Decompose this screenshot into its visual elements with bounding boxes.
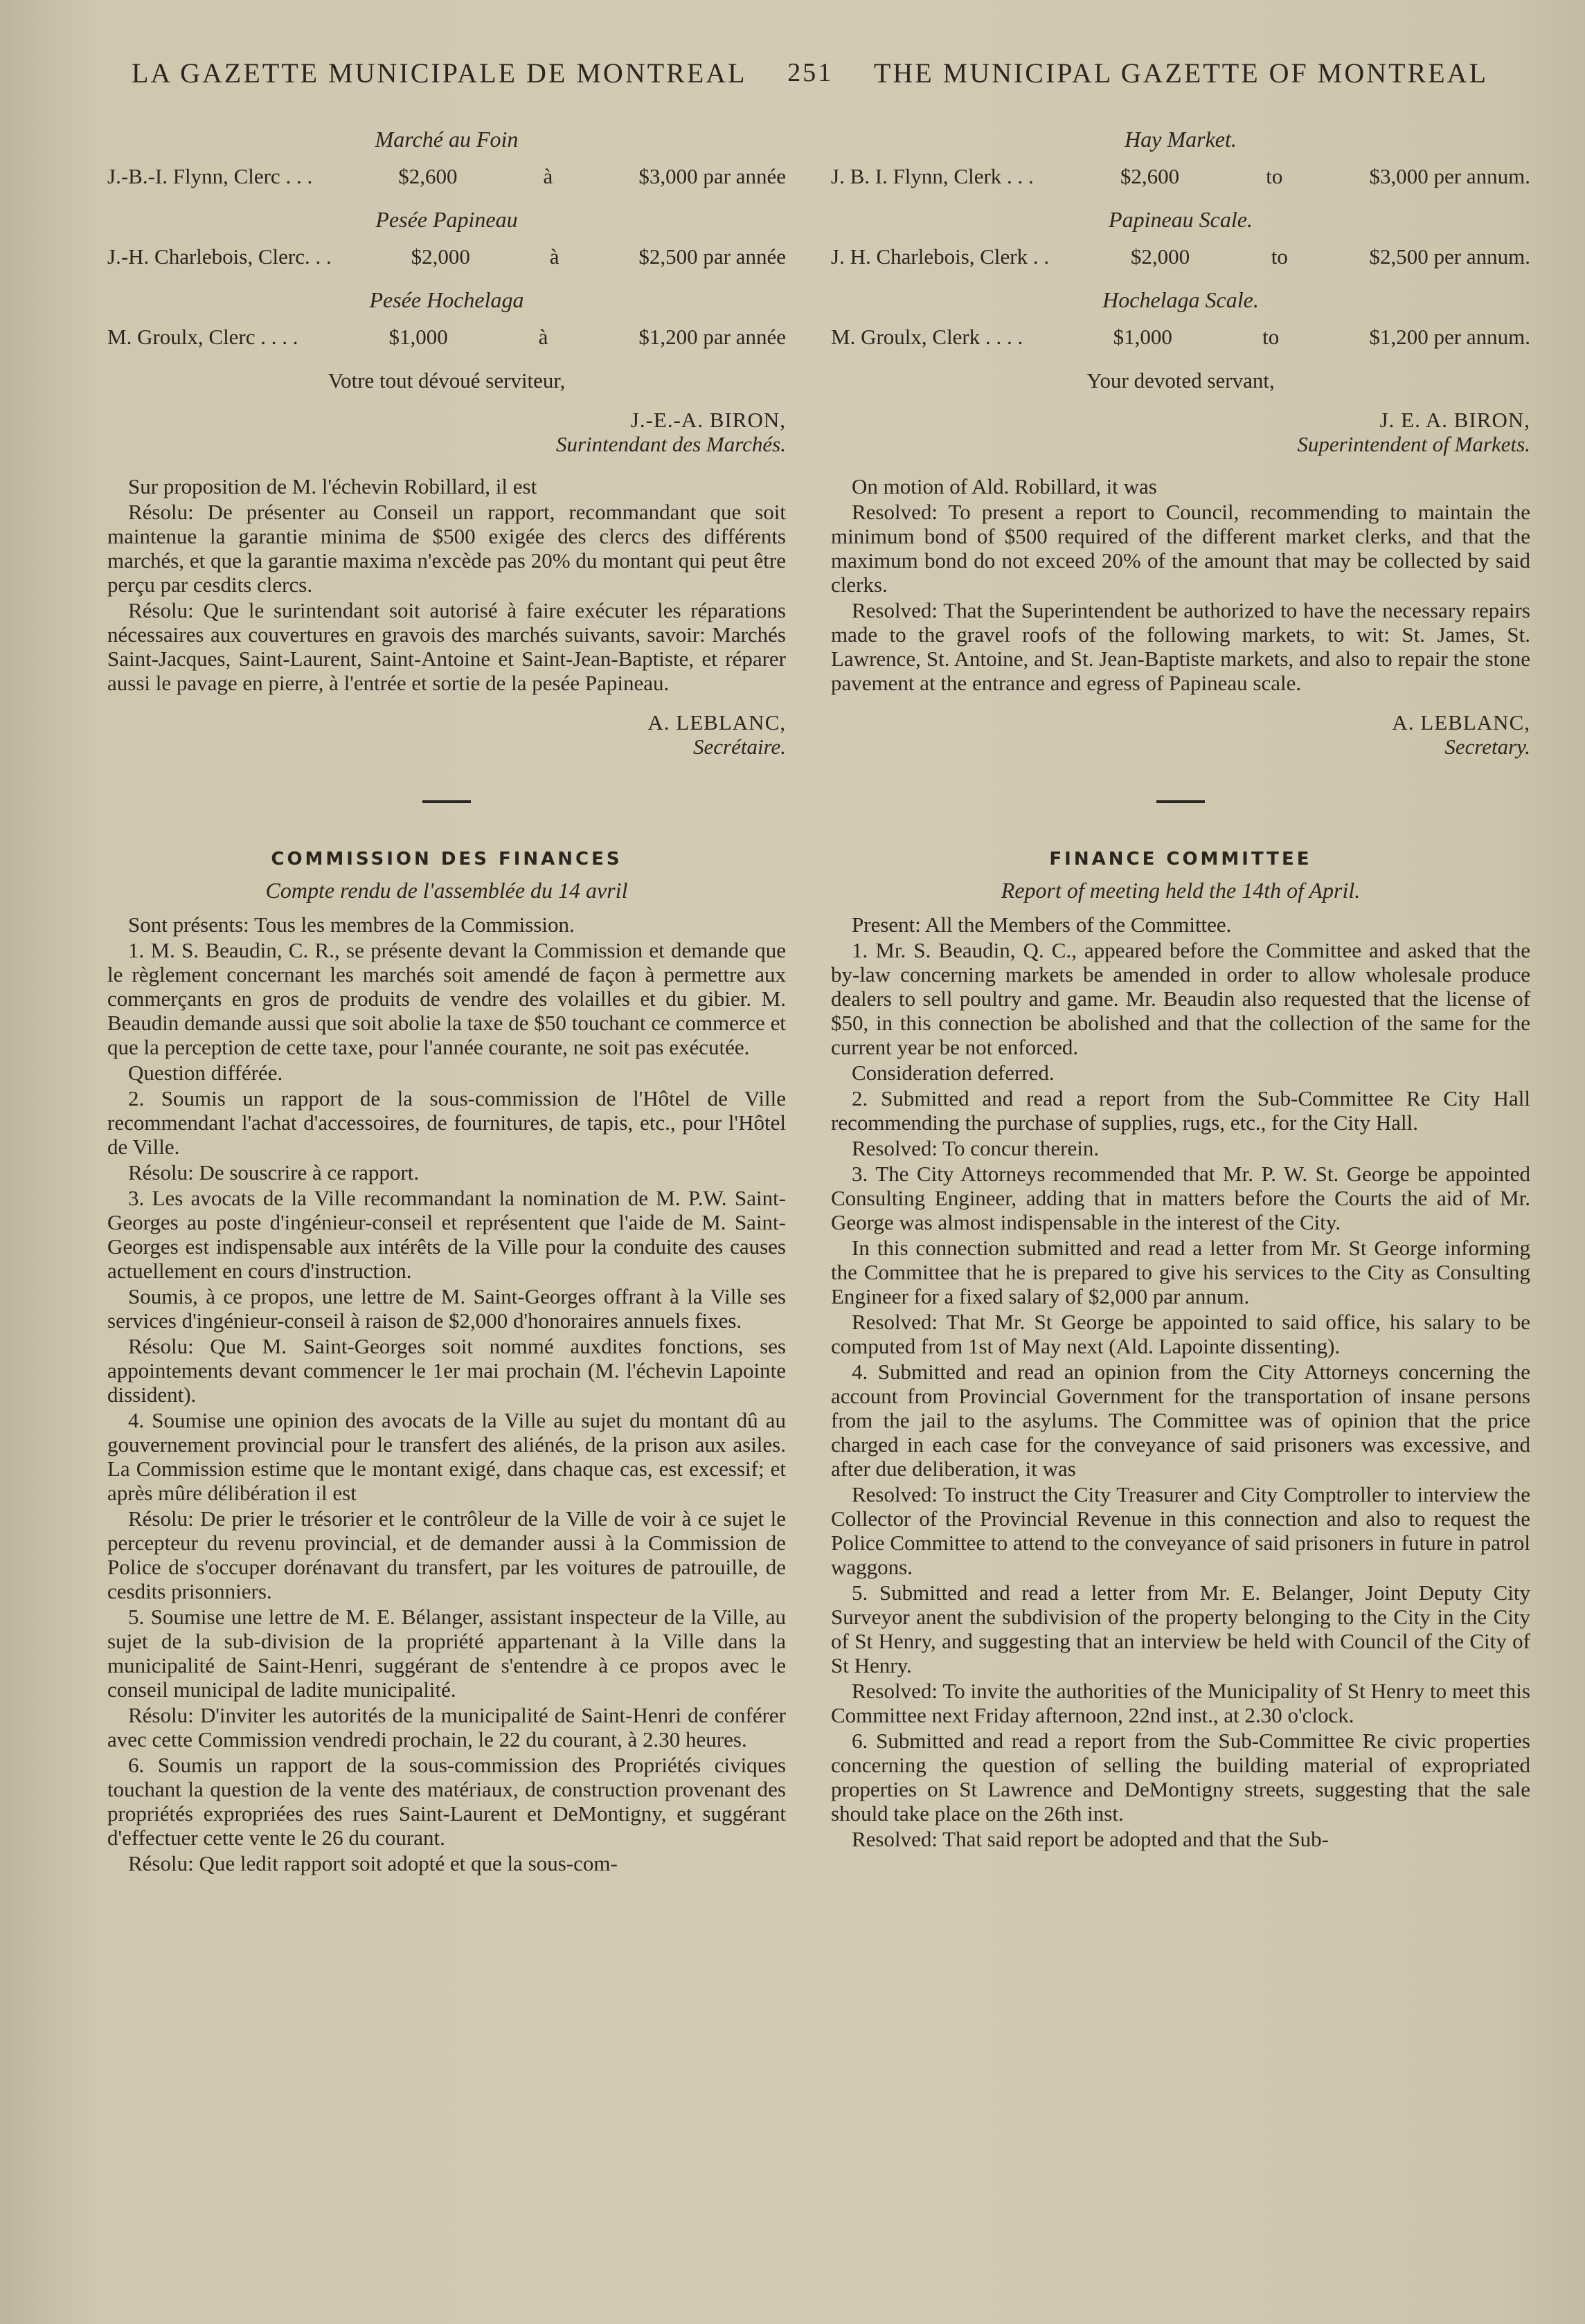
minutes-paragraph: Consideration deferred. [852,1061,1055,1085]
salary-separator: à [549,244,559,269]
salary-from: $2,600 [1120,164,1180,188]
minutes-paragraph: 1. Mr. S. Beaudin, Q. C., appeared before the Committee and asked that the by-law concerning markets be amended in order to allow wholesale produce dealers to sell poultry and game. Mr. Beaudin also requested that the license of $50, in this connection be abolished and that the collection of the same for the current year be not enforced. [831,938,1530,1059]
salary-to: $2,500 per annum. [1369,244,1530,269]
minutes-paragraph: 5. Soumise une lettre de M. E. Bélanger, assistant inspecteur de la Ville, au sujet de la sub-division de la propriété appartenant à la Ville dans la municipalité de Saint-Henri, suggérant de s'entendre à ce propos avec le conseil municipal de ladite municipalité. [107,1605,786,1702]
minutes-paragraph: 2. Soumis un rapport de la sous-commission de l'Hôtel de Ville recommendant l'achat d'accessoires, de fournitures, de tapis, etc., pour l'Hôtel de Ville. [107,1086,786,1159]
motion-paragraph: Résolu: Que le surintendant soit autorisé à faire exécuter les réparations nécessaires aux couvertures en gravois des marchés suivants, savoir: Marchés Saint-Jacques, Saint-Laurent, Saint-Antoine et Saint-Jean-Baptiste, et réparer aussi le pavage en pierre, à l'entrée et sortie de la pesée Papineau. [107,598,786,695]
minutes-paragraph: Résolu: De souscrire à ce rapport. [128,1160,420,1184]
minutes-paragraph: Résolu: Que ledit rapport soit adopté et que la sous-com- [128,1851,618,1875]
salary-row [831,325,1530,349]
salary-to: $2,500 par année [638,244,786,269]
signer-title: Surintendant des Marchés. [555,432,786,456]
signer-name: J.-E.-A. BIRON, [630,408,786,432]
secretary-name: A. LEBLANC, [647,710,786,735]
minutes-paragraph: 3. The City Attorneys recommended that Mr. P. W. St. George be appointed Consulting Engineer, adding that in matters before the Courts the aid of Mr. George was almost indispensable in the interest of the City. [831,1162,1530,1234]
minutes-paragraph: Résolu: De prier le trésorier et le contrôleur de la Ville de voir à ce sujet le percepteur du revenu provincial, et de demander aussi à la Commission de Police de s'occuper dorénavant du transfert, par les voitures de patrouille, de cesdits prisonniers. [107,1506,786,1603]
clerk-name: J. H. Charlebois, Clerk . . [831,244,1050,269]
signer-name: J. E. A. BIRON, [1379,408,1530,432]
clerk-name: J. B. I. Flynn, Clerk . . . [831,164,1034,188]
salary-to: $1,200 par année [638,325,786,349]
minutes-paragraph: Soumis, à ce propos, une lettre de M. Saint-Georges offrant à la Ville ses services d'ingénieur-conseil à raison de $2,000 d'honoraires annuels fixes. [107,1284,786,1333]
minutes-paragraph: 3. Les avocats de la Ville recommandant la nomination de M. P.W. Saint-Georges au poste d'ingénieur-conseil et représentent que l'aide de M. Saint-Georges est indispensable aux intérêts de la Ville pour la conduite des causes actuellement en cours d'instruction. [107,1186,786,1283]
minutes-paragraph: Resolved: That Mr. St George be appointed to said office, his salary to be computed from 1st of May next (Ald. Lapointe dissenting). [831,1310,1530,1358]
clerk-name: J.-H. Charlebois, Clerc. . . [107,244,332,269]
salary-separator: to [1271,244,1288,269]
clerk-name: J.-B.-I. Flynn, Clerc . . . [107,164,313,188]
salary-separator: to [1262,325,1280,349]
salary-separator: to [1266,164,1283,188]
minutes-paragraph: Question différée. [128,1061,283,1085]
minutes-paragraph: 6. Soumis un rapport de la sous-commission des Propriétés civiques touchant la question de la vente des matériaux, de construction provenant des propriétés expropriées des rues Saint-Laurent et DeMontigny, et suggérant d'effectuer cette vente le 26 du courant. [107,1753,786,1850]
section-divider [422,800,471,803]
secretary-name: A. LEBLANC, [1392,710,1530,735]
motion-paragraph: On motion of Ald. Robillard, it was [852,474,1157,498]
salary-from: $1,000 [1113,325,1172,349]
market-heading: Pesée Hochelaga [369,287,524,312]
minutes-paragraph: In this connection submitted and read a letter from Mr. St George informing the Committee that he is prepared to give his services to the City as Consulting Engineer for a fixed salary of $2,000 par annum. [831,1236,1530,1308]
committee-title: COMMISSION DES FINANCES [271,849,623,870]
minutes-paragraph: 5. Submitted and read a letter from Mr. E. Belanger, Joint Deputy City Surveyor anent the subdivision of the property belonging to the City in the City of St Henry, and suggesting that an interview be held with Council of the City of St Henry. [831,1580,1530,1677]
page-number: 251 [787,58,834,87]
committee-title: FINANCE COMMITTEE [1049,849,1312,870]
market-heading: Hochelaga Scale. [1102,287,1259,312]
minutes-paragraph: 4. Submitted and read an opinion from the City Attorneys concerning the account from Provincial Government for the transportation of insane persons from the jail to the asylums. The Committee was of opinion that the price charged in each case for the conveyance of said prisoners was excessive, and after due deliberation, it was [831,1360,1530,1481]
salary-row [107,244,786,269]
section-divider [1156,800,1205,803]
salary-from: $2,000 [1130,244,1190,269]
minutes-paragraph: Resolved: That said report be adopted and that the Sub- [852,1827,1329,1851]
minutes-paragraph: Résolu: D'inviter les autorités de la municipalité de Saint-Henri de conférer avec cette Commission vendredi prochain, le 22 du courant, à 2.30 heures. [107,1703,786,1751]
market-heading: Marché au Foin [375,127,519,152]
minutes-paragraph: Resolved: To instruct the City Treasurer and City Comptroller to interview the Collector of the Provincial Revenue in this connection and also to request the Police Committee to attend to the conveyance of said prisoners in future in patrol waggons. [831,1482,1530,1579]
minutes-paragraph: Sont présents: Tous les membres de la Commission. [128,912,575,937]
salary-section [831,127,1530,349]
french-column [107,118,786,1877]
clerk-name: M. Groulx, Clerc . . . . [107,325,298,349]
salary-to: $3,000 par année [638,164,786,188]
salary-row [107,164,786,188]
motion-paragraph: Resolved: That the Superintendent be authorized to have the necessary repairs made to the gravel roofs of the following markets, to wit: St. James, St. Lawrence, St. Antoine, and St. Jean-Baptiste markets, and also to repair the stone pavement at the entrance and egress of Papineau scale. [831,598,1530,695]
secretary-title: Secrétaire. [693,735,786,759]
salary-row [107,325,786,349]
minutes-paragraph: Present: All the Members of the Committee. [852,912,1232,937]
clerk-name: M. Groulx, Clerk . . . . [831,325,1023,349]
header-french-title: LA GAZETTE MUNICIPALE DE MONTREAL [132,57,747,89]
salary-separator: à [543,164,553,188]
market-heading: Pesée Papineau [375,207,518,232]
letter-closing: Your devoted servant, [1086,368,1275,393]
salary-row [831,164,1530,188]
report-subtitle: Report of meeting held the 14th of April. [1001,878,1361,903]
salary-row [831,244,1530,269]
salary-from: $2,000 [411,244,470,269]
minutes-paragraph: Resolved: To invite the authorities of the Municipality of St Henry to meet this Committee next Friday afternoon, 22nd inst., at 2.30 o'clock. [831,1679,1530,1727]
letter-closing: Votre tout dévoué serviteur, [328,368,566,393]
secretary-title: Secretary. [1444,735,1530,759]
salary-to: $3,000 per annum. [1369,164,1530,188]
minutes-paragraph: Resolved: To concur therein. [852,1136,1100,1160]
motion-paragraph: Resolved: To present a report to Council, recommending to maintain the minimum bond of $500 required of the different market clerks, and that the maximum bond do not exceed 20% of the amount that may be collected by said clerks. [831,500,1530,597]
report-subtitle: Compte rendu de l'assemblée du 14 avril [265,878,628,903]
motion-paragraph: Sur proposition de M. l'échevin Robillard, il est [128,474,537,498]
minutes-paragraph: 2. Submitted and read a report from the Sub-Committee Re City Hall recommending the purchase of supplies, rugs, etc., for the City Hall. [831,1086,1530,1135]
salary-from: $2,600 [398,164,458,188]
english-column [831,118,1530,1853]
salary-separator: à [538,325,548,349]
salary-from: $1,000 [388,325,448,349]
page-header [132,48,1488,97]
minutes-paragraph: 6. Submitted and read a report from the Sub-Committee Re civic properties concerning the question of selling the building material of expropriated properties on St Lawrence and DeMontigny streets, suggesting that the sale should take place on the 26th inst. [831,1729,1530,1826]
minutes-paragraph: Résolu: Que M. Saint-Georges soit nommé auxdites fonctions, ses appointements devant commencer le 1er mai prochain (M. l'échevin Lapointe dissident). [107,1334,786,1407]
signer-title: Superintendent of Markets. [1297,432,1530,456]
motion-paragraph: Résolu: De présenter au Conseil un rapport, recommandant que soit maintenue la garantie minima de $500 exigée des clercs des différents marchés, et que la garantie maxima n'excède pas 20% du montant qui peut être perçu par cesdits clercs. [107,500,786,597]
market-heading: Papineau Scale. [1109,207,1253,232]
minutes-paragraph: 4. Soumise une opinion des avocats de la Ville au sujet du montant dû au gouvernement provincial pour le transfert des aliénés, de la prison aux asiles. La Commission estime que le montant exigé, dans chaque cas, est excessif; et après mûre délibération il est [107,1408,786,1505]
salary-to: $1,200 per annum. [1369,325,1530,349]
minutes-paragraph: 1. M. S. Beaudin, C. R., se présente devant la Commission et demande que le règlement concernant les marchés soit amendé de façon à permettre aux commerçants en gros de produits de vendre des volailles et du gibier. M. Beaudin demande aussi que soit abolie la taxe de $50 touchant ce commerce et que la perception de cette taxe, pour l'année courante, ne soit pas exécutée. [107,938,786,1059]
salary-section [107,127,786,349]
market-heading: Hay Market. [1125,127,1237,152]
header-english-title: THE MUNICIPAL GAZETTE OF MONTREAL [873,57,1488,89]
